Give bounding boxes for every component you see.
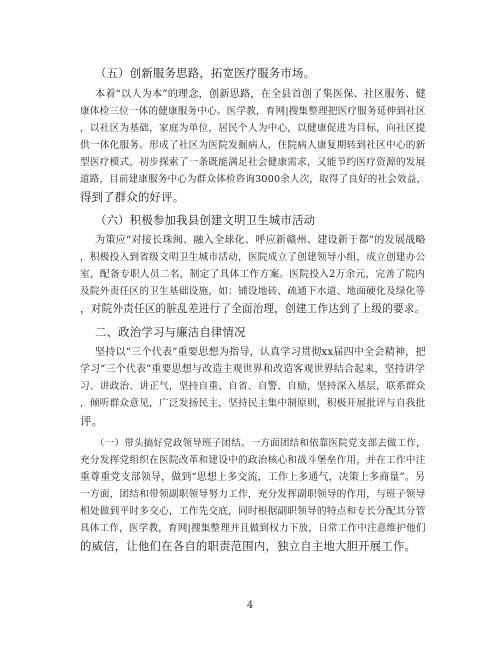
paragraph-line: 供一体化服务。形成了社区为医院发掘病人，住院病人康复期转到社区中心的新 bbox=[80, 140, 426, 151]
paragraph-line: 重尊重党支部领导，做到“思想上多交流，工作上多通气，决策上多商量”。另 bbox=[80, 472, 426, 483]
page-number: 4 bbox=[246, 600, 254, 611]
paragraph-line: 康体检三位一体的健康服务中心。医学教，育网|搜集整理把医疗服务延伸到社区 bbox=[80, 106, 426, 117]
paragraph-line: 评。 bbox=[80, 414, 104, 428]
paragraph-line: 学习“三个代表”重要思想与改造主观世界和改造客观世界结合起来，坚持讲学 bbox=[80, 364, 426, 375]
paragraph-line: ，以社区为基础，家庭为单位，居民个人为中心，以健康促进为目标，向社区提 bbox=[80, 123, 426, 134]
paragraph-line: 具体工作，医学教，育网|搜集整理并且做到权力下放，日常工作中注意维护他们 bbox=[80, 523, 426, 534]
paragraph-line: 充分发挥党组织在医院改革和建设中的政治核心和战斗堡垒作用，并在工作中注 bbox=[80, 455, 426, 466]
paragraph-line: 的威信，让他们在各自的职责范围内，独立自主地大胆开展工作。 bbox=[80, 539, 417, 553]
paragraph-line: 型医疗模式，初步探索了一条既能满足社会健康需求，又能节约医疗资源的发展 bbox=[80, 157, 426, 168]
section-heading-2: 二、政治学习与廉洁自律情况 bbox=[95, 325, 246, 339]
paragraph-line: 及院外责任区的卫生基础设施，如：铺设地砖、疏通下水道、地面硬化及绿化等 bbox=[80, 286, 426, 297]
paragraph-line: 一方面，团结和带领副职领导努力工作，充分发挥副职领导的作用，与班子领导 bbox=[80, 489, 426, 500]
paragraph-line: 室，配备专职人员二名，制定了具体工作方案。医院投入2万余元，完善了院内 bbox=[80, 269, 426, 280]
paragraph-line: 习、讲政治、讲正气，坚持自重、自省、自警、自励，坚持深入基层，联系群众 bbox=[80, 381, 426, 392]
paragraph-line: 本着“以人为本”的理念，创新思路，在全县首创了集医保、社区服务、健 bbox=[95, 89, 426, 100]
section-heading-1: （一）带头搞好党政领导班子团结。一方面团结和依靠医院党支部去做工作， bbox=[95, 438, 426, 449]
paragraph-line: 坚持以“三个代表”重要思想为指导，认真学习贯彻xx届四中全会精神，把 bbox=[95, 347, 426, 358]
paragraph-line: ，对院外责任区的脏乱差进行了全面治理，创建工作达到了上级的要求。 bbox=[80, 303, 426, 315]
section-heading-6: （六）积极参加我县创建文明卫生城市活动 bbox=[95, 213, 316, 227]
paragraph-line: 相处做到平时多交心，工作先交底，同时根据副职领导的特点和专长分配其分管 bbox=[80, 506, 426, 517]
section-heading-5: （五）创新服务思路，拓宽医疗服务市场。 bbox=[95, 66, 316, 80]
paragraph-line: ，倾听群众意见，广泛发扬民主，坚持民主集中制原则，积极开展批评与自我批 bbox=[80, 398, 426, 409]
paragraph-line: 道路，目前建康服务中心为群众体检咨询3000余人次，取得了良好的社会效益， bbox=[80, 174, 427, 185]
paragraph-line: 得到了群众的好评。 bbox=[80, 190, 185, 204]
paragraph-line: ，积极投入到省级文明卫生城市活动，医院成立了创建领导小组，成立创建办公 bbox=[80, 252, 426, 263]
paragraph-line: 为策应“对接长珠闽、融入全球化、呼应新赣州、建设新于都”的发展战略 bbox=[95, 235, 426, 246]
